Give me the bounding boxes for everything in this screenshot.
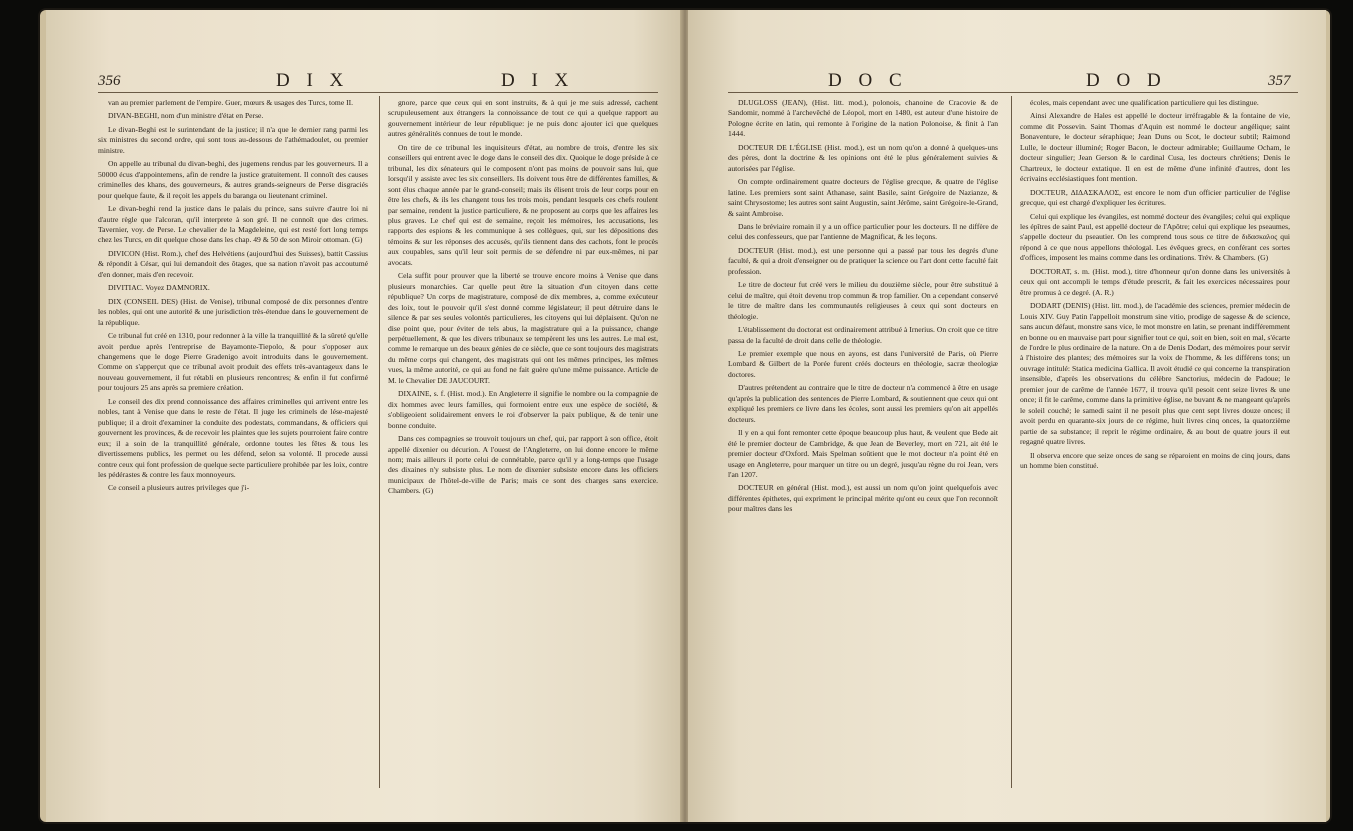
paragraph: écoles, mais cependant avec une qualification particuliere qui les distingue. [1030,98,1259,107]
paragraph: DLUGLOSS (JEAN), (Hist. litt. mod.), polonois, chanoine de Cracovie & de Sandomir, nommé à l'archevêché de Léopol, mort en 1480, est auteur d'une histoire de Pologne écrite en latin, qui remonte à l'origine de la nation Polonoise, & finit à l'an 1444. [728,98,998,139]
running-head-right-col1: D O C [828,70,908,91]
paragraph: On compte ordinairement quatre docteurs de l'église grecque, & quatre de l'église latine. Les premiers sont saint Athanase, saint Basile, saint Grégoire de Nazianze, & saint Chrysostome; les autres sont saint Augustin, saint Jérôme, saint Grégoire-le-Grand, & saint Ambroise. [728,177,998,218]
paragraph: van au premier parlement de l'empire. Guer, mœurs & usages des Turcs, tome II. [108,98,354,107]
paragraph: Ce conseil a plusieurs autres privileges que j'i- [108,483,250,493]
paragraph: DIVAN-BEGHI, nom d'un ministre d'état en Perse. [108,111,264,121]
page-number-left: 356 [98,73,121,89]
header-rule-right [728,92,1298,93]
text-column-left-2 [388,98,658,500]
paragraph: Ce tribunal fut créé en 1310, pour redonner à la ville la tranquillité & la sûreté qu'elle avoit perdue après l'entreprise de Bayamonte-Tiepolo, & pour s'opposer aux changemens que le doge Pierre Gradenigo avoit introduits dans le gouvernement. Comme on s'apperçut que ce tribunal avoit produit des effets très-avantageux dans le nouveau gouvernement, il fut rétabli en plusieurs rencontres; & enfin il fut confirmé pour toujours 25 ans après sa premiere création. [98,331,368,393]
column-rule-right [1011,96,1012,788]
paragraph: Le divan-Beghi est le surintendant de la justice; il n'a que le dernier rang parmi les six ministres du second ordre, qui sont tous au-dessous de l'athémadoulet, ou premier ministre. [98,124,368,155]
paragraph: Il observa encore que seize onces de sang se réparoient en moins de cinq jours, dans un homme bien constitué. [1020,450,1290,470]
paragraph: Dans le bréviaire romain il y a un office particulier pour les docteurs. Il ne diffère de celui des confesseurs, que par l'antienne de Magnificat, & les leçons. [728,221,998,242]
paragraph: Il y en a qui font remonter cette époque beaucoup plus haut, & veulent que Bede ait été le premier docteur de Cambridge, & que Jean de Beverley, mort en 721, ait été le premier docteur d'Oxford. Mais Spelman soûtient que le mot docteur n'a point été en usage en Angleterre, pour marquer un titre ou un degré, jusqu'au règne du roi Jean, vers l'an 1207. [728,428,998,479]
header-rule-left [98,92,658,93]
paragraph: Le conseil des dix prend connoissance des affaires criminelles qui arrivent entre les nobles, tant à Venise que dans le reste de l'état. Il juge les criminels de lése-majesté publique; il a droit d'examiner la conduite des podestats, commandans, & officiers qui gouvernent les provinces, & de recevoir les plaintes que les sujets pourroient faire contre eux; il a soin de la tranquillité générale, ordonne toutes les fêtes & tous les divertissemens publics, les permet ou les défend, selon sa volonté. Il procede aussi contre ceux qui font profession de quelque secte particuliere prohibée par les loix, contre les pédérastes & contre les faux monnoyeurs. [98,396,368,479]
paragraph: D'autres prétendent au contraire que le titre de docteur n'a commencé à être en usage qu'après la publication des sentences de Pierre Lombard, & soutiennent que ceux qui ont expliqué les premiers ce livre dans les écoles, sont aussi les premiers qu'on ait appellés docteurs. [728,383,998,424]
page-number-right: 357 [1268,73,1291,89]
paragraph: DOCTEUR DE L'ÉGLISE (Hist. mod.), est un nom qu'on a donné à quelques-uns des pères, dont la doctrine & les opinions ont été le plus généralement suivies & autorisées par l'église. [728,142,998,173]
paragraph: gnore, parce que ceux qui en sont instruits, & à qui je me suis adressé, cachent scrupuleusement aux étrangers la connoissance de tout ce qui a quelque rapport au gouvernement intérieur de leur république: je ne puis donc ajouter ici que quelques autres généralités connues de tout le monde. [388,98,658,139]
paragraph: DODART (DENIS) (Hist. litt. mod.), de l'académie des sciences, premier médecin de Louis XIV. Guy Patin l'appelloit monstrum sine vitio, prodige de sagesse & de science, sans aucun défaut, monstre sans vice, le mot monstre en latin, se prenant indifféremment en bonne ou en mauvaise part pour signifier tout ce qui, soit en bien, soit en mal, s'écarte de l'ordre le plus ordinaire de la nature. On a de Denis Dodart, des mémoires pour servir à l'histoire des plantes; des mémoires sur la voix de l'homme, & les différens tons; un ouvrage intitulé: Statica medicina Gallica. Il avoit étudié ce qui concerne la transpiration insensible, d'après les observations du célèbre Sanctorius, médecin de Padoue; le premier jour de carême de l'année 1677, il trouva qu'il pesoit cent seize livres & une once; il fit le carême, comme dans la primitive église, ne buvant & ne mangeant qu'après le soleil couché; le samedi saint il ne pesoit plus que cent sept livres douze onces; il avoit perdu en quarante-six jours de ce régime, huit livres cinq onces, la quatorzième partie de sa substance; il reprit le régime ordinaire, & au bout de quatre jours il eut regagné quatre livres. [1020,301,1290,447]
paragraph: On tire de ce tribunal les inquisiteurs d'état, au nombre de trois, d'entre les six conseillers qui entrent avec le doge dans le conseil des dix. Quoique le doge préside à ce tribunal, les dix sénateurs qui le composent n'ont pas moins de pouvoir sans lui, que lorsqu'il y assiste avec les six conseillers. Ils doivent tous être de différentes familles, & sont élus chaque année par le grand-conseil; mais ils élisent trois de leur corps pour en être les chefs, & ils les changent tous les trois mois, pendant lesquels ces chefs roulent par semaine, rendent la justice particuliere, & ne proposent au corps que les affaires les plus graves. Le chef qui est de semaine, reçoit les mémoires, les accusations, les rapports des espions & les communique à ses collègues, qui, sur les dépositions des témoins & sur les réponses des accusés, qu'ils tiennent dans des cachots, font le procès aux coupables, sans qu'il leur soit permis de se défendre ni par eux-mêmes, ni par avocats. [388,142,658,267]
paragraph: L'établissement du doctorat est ordinairement attribué à Irnerius. On croit que ce titre passa de la faculté de droit dans celle de théologie. [728,325,998,345]
paragraph: Le titre de docteur fut créé vers le milieu du douzième siècle, pour être substitué à celui de maître, qui étoit devenu trop commun & trop familier. On a cependant conservé le titre de maître dans les communautés religieuses à ceux qui sont docteurs en théologie. [728,280,998,321]
paragraph: Cela suffit pour prouver que la liberté se trouve encore moins à Venise que dans plusieurs monarchies. Car quelle peut être la situation d'un citoyen dans cette république? Un corps de magistrature, composé de dix membres, a, comme exécuteur des loix, tout le pouvoir qu'il s'est donné comme législateur; il peut détruire dans le silence & par ses seules volontés particulieres, les citoyens qui lui déplaisent. Qu'on ne dise point que, pour éviter de tels abus, la magistrature qui a la puissance, change perpétuellement, & que les divers tribunaux se tempèrent les uns les autres. Le mal est, comme le remarque un des beaux génies de ce siècle, que ce sont toujours des magistrats du même corps qui changent, des magistrats qui ont les mêmes principes, les mêmes vues, la même autorité, ce qui au fond ne fait guère qu'une même puissance. Article de M. le Chevalier DE JAUCOURT. [388,271,658,385]
paragraph: DOCTEUR, ΔΙΔΑΣΚΑΛΟΣ, est encore le nom d'un officier particulier de l'église grecque, qui est chargé d'expliquer les écritures. [1020,187,1290,208]
paragraph: Celui qui explique les évangiles, est nommé docteur des évangiles; celui qui explique les épîtres de saint Paul, est appellé docteur de l'Apôtre; celui qui explique les pseaumes, s'appelle docteur du pseautier. On les comprend tous sous ce titre de διδασκαλος qui répond à ce que nous appellons théologal. Les évêques grecs, en conférant ces sortes d'offices, imposent les mains comme dans les ordinations. Trév. & Chambers. (G) [1020,211,1290,263]
paragraph: Le premier exemple que nous en ayons, est dans l'université de Paris, où Pierre Lombard & Gilbert de la Porée furent créés docteurs en théologie, sacræ theologiæ doctores. [728,348,998,379]
running-head-left-col2: D I X [501,70,575,91]
running-head-left-col1: D I X [276,70,350,91]
paragraph: DOCTORAT, s. m. (Hist. mod.), titre d'honneur qu'on donne dans les universités à ceux qui ont accompli le temps d'étude prescrit, & fait les exercices nécessaires pour être promus à ce degré. (A. R.) [1020,266,1290,297]
left-page [46,10,684,822]
paragraph: DIXAINE, s. f. (Hist. mod.). En Angleterre il signifie le nombre ou la compagnie de dix hommes avec leurs familles, qui formoient entre eux une espèce de société, & s'obligeoient solidairement envers le roi d'observer la paix publique, & de tenir une bonne conduite. [388,389,658,430]
text-column-left-1 [98,98,368,497]
open-book [40,10,1330,822]
running-head-right-col2: D O D [1086,70,1167,91]
paragraph: Ainsi Alexandre de Hales est appellé le docteur irréfragable & la fontaine de vie, comme dit Possevin. Saint Thomas d'Aquin est nommé le docteur angélique; saint Bonaventure, le docteur séraphique; Jean Duns ou Scot, le docteur subtil; Raimond Lulle, le docteur illuminé; Roger Bacon, le docteur admirable; Guillaume Ocham, le docteur singulier; Jean Gerson & le cardinal Cusa, les docteurs chrétiens; Denis le Chartreux, le docteur extatique. Il en est de même d'une infinité d'autres, dont les écrivains ecclésiastiques font mention. [1020,111,1290,184]
text-column-right-2 [1020,98,1290,474]
paragraph: DIX (CONSEIL DES) (Hist. de Venise), tribunal composé de dix personnes d'entre les nobles, qui ont une autorité & une jurisdiction très-étendue dans le gouvernement de la république. [98,296,368,327]
paragraph: DOCTEUR (Hist. mod.), est une personne qui a passé par tous les degrés d'une faculté, & qui a droit d'enseigner ou de pratiquer la science ou l'art dont cette faculté fait profession. [728,245,998,276]
paragraph: Dans ces compagnies se trouvoit toujours un chef, qui, par rapport à son office, étoit appellé dixenier ou décurion. A l'ouest de l'Angleterre, on lui donne encore le même nom; mais ailleurs il porte celui de connétable, parce qu'il y a long-temps que l'usage des dixaines n'y subsiste plus. Le nom de dixenier subsiste encore dans les officiers municipaux de l'hôtel-de-ville de Paris; mais ce sont des charges sans exercice. Chambers. (G) [388,434,658,496]
paragraph: Le divan-beghi rend la justice dans le palais du prince, sans suivre d'autre loi ni d'autre règle que l'alcoran, qu'il interprete à son gré. Il ne connoît que des crimes. Tavernier, voy. de Perse. Le chevalier de la Magdeleine, qui est resté fort long temps chez les Turcs, en dit quelque chose dans les chap. 49 & 50 de son Miroir ottoman. (G) [98,204,368,245]
paragraph: On appelle au tribunal du divan-beghi, des jugemens rendus par les gouverneurs. Il a 50000 écus d'appointemens, afin de rendre la justice gratuitement. Il connoît des causes criminelles des khans, des gouverneurs, & autres grands-seigneurs de Perse disgraciés pour quelque faute, & il reçoit les appels du baranga ou lieutenant criminel. [98,159,368,200]
paragraph: DIVITIAC. Voyez DAMNORIX. [108,283,210,293]
right-page [688,10,1326,822]
paragraph: DOCTEUR en général (Hist. mod.), est aussi un nom qu'on joint quelquefois avec différentes épithetes, qui expriment le principal mérite qu'ont eu ceux que l'on reconnoît pour maîtres dans les [728,483,998,514]
text-column-right-1 [728,98,998,518]
paragraph: DIVICON (Hist. Rom.), chef des Helvétiens (aujourd'hui des Suisses), battit Cassius & répondit à César, qui lui demandoit des ôtages, que sa nation n'avoit pas accoutumé d'en donner, mais d'en recevoir. [98,248,368,279]
column-rule-left [379,96,380,788]
